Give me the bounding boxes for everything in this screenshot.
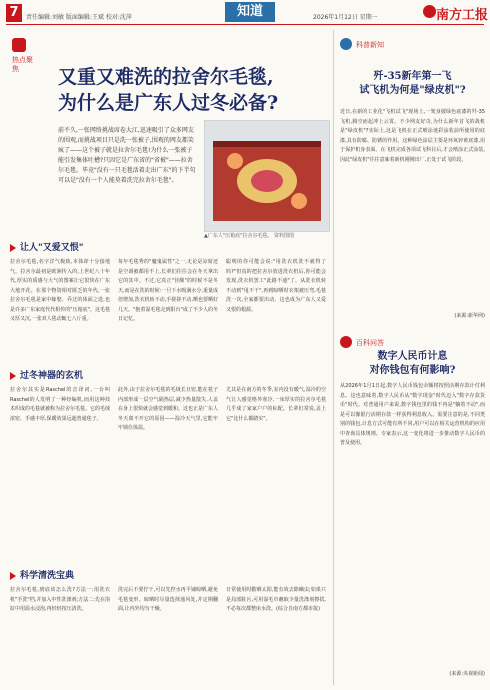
article-2-source: (来源:央视新闻) [449, 671, 485, 677]
science-icon [340, 38, 352, 50]
section-heading-3: 科学清洗宝典 [10, 568, 74, 581]
article-title [58, 64, 278, 116]
triangle-icon [10, 372, 16, 380]
article-lead: 前不久,一张网络挑战席卷大江,迅速吸引了众多网友的围观,而挑战项目只是洗一张被子,围观的网友都笑疯了——这个被子就是拉舍尔毛毯!为什么一张被子能引发集体吐槽?只因它是广东省的"省被"——拉舍尔毛毯。毕竟"没有一只毛毯活着走出广东"的下半句可以是"没有一个人能莫着洗完拉舍尔毛毯"。 [58, 127, 196, 184]
article-2-title: 数字人民币计息 对你钱包有何影响? [369, 351, 456, 376]
issue-date: 2026年1月12日 星期一 [313, 14, 378, 21]
qa-icon [340, 336, 352, 348]
section-3-col-2: 洗完后不要拧干,可以先控水再平铺晾晒,避免毛毯变形。晾晒时尽量选择通风处,并定期翻面,让内外均匀干燥。 [118, 587, 218, 612]
title-line-2: 为什么是广东人过冬必备? [58, 92, 279, 114]
flame-icon [12, 38, 26, 52]
blanket-photo [204, 120, 330, 232]
article-1-source: (来源:新华网) [454, 313, 485, 319]
section-tab: 知道 [225, 2, 275, 22]
sidebar-articles [340, 30, 485, 685]
kicker-label: 热点聚焦 [12, 56, 33, 73]
section-3-col-1: 拉舍尔毛毯,到底该怎么洗?方法一:用洗衣机"手洗"档,并加入中性洗涤剂;方法二:先在浴缸中用温水浸泡,再轻轻按压清洗。 [10, 587, 110, 612]
column-divider [333, 30, 334, 685]
page-number: 7 [6, 4, 22, 22]
section-2-col-2: 此外,由于拉舍尔毛毯的毛绒长且密,能在毯子内部形成一层空气隔热层,减少热量散失,人盖在身上很快就会感觉到暖和。这也正是广东人冬天离不开它的原因——湿冷天气里,它能牢牢锁住体温。 [118, 387, 219, 431]
section-heading-1: 让人"又爱又恨" [10, 240, 83, 253]
paper-name: 南方工报 [436, 8, 489, 23]
triangle-icon [10, 244, 16, 252]
header-rule [6, 24, 484, 25]
hot-topic-kicker [8, 38, 48, 74]
article-2-kicker: 百科问答 [356, 339, 384, 347]
section-1-col-2: 每年毛毯秀的"魔鬼属性"之一,无论是凉席还是空调被都用不上,长辈们往往会在冬天拿出它的其中。不过,它真正"佳酿"的时候不是冬天,而是在洗的时候:一旦下水吸满水分,重量成倍增加,洗衣机转不动,手搓搓不动,晒也要晒好几天。"抱着湿毛毯走到阳台"成了不少人的冬日记忆。 [118, 259, 218, 322]
editors-line: 责任编辑:刘敏 版面编辑:王斌 校对:沈萍 [26, 14, 132, 21]
article-1-body: 近日,在新的工业化"飞机试飞"现场上,一架身披绿色底漆的歼-35飞机,腾空而起冲上云霄。不少网友好奇,为什么新年首飞的战机是"绿皮机"?实际上,这是飞机在正式喷涂迷彩涂装前所使用的底漆,具有防腐、防锈的作用。这种绿色涂层主要是环氧锌黄底漆,用于保护机身表面。在飞机完成各项试飞科目后,才会喷涂正式涂装,因此"绿皮机"往往意味着新机刚刚出厂,正处于试飞阶段。 [340, 109, 485, 163]
section-2-col-1: 拉舍尔其实是Raschel的音译词,一台叫Raschel的人发明了一种经编机,而用这种技术织成的毛毯就被称为拉舍尔毛毯。它的毛绒浓密、手感丰厚,保暖效果远超普通毯子。 [10, 387, 111, 422]
article-2-body: 从2026年1月1日起,数字人民币钱包余额将按照活期存款计付利息。这也意味着,数字人民币从"数字现金"时代迈入"数字存款货币"时代。对普通用户来说,数字钱包里的钱不再是"躺着不动",而是可以像银行活期存款一样获得利息收入。需要注意的是,不同类别的钱包,计息方式可能有所不同,用户可以在相关运营机构的应用中查询具体规则。专家表示,这一变化将进一步推动数字人民币的普及使用。 [340, 383, 485, 446]
page-header [0, 0, 490, 30]
main-article [8, 30, 328, 685]
article-1-kicker: 科普新知 [356, 41, 384, 49]
photo-caption: ▲广东人"压箱底"拉舍尔毛毯。 资料图图 [204, 233, 295, 239]
section-1-col-3: 聪明的你可能会说:"用洗衣机洗不就得了吗?"但真的把拉舍尔放进洗衣机后,你可能会发现,洗衣机罢工"此路不通"了。从洗衣机转不动到"甩不干",再到晾晒时衣架被压弯,毛毯洗一次,全家都要出动。这也成为广东人又爱又恨的根源。 [226, 259, 326, 313]
section-3-col-3: 日常使用时勤晒太阳,能有效去除螨虫;如果只是局部脏污,可用湿毛巾蘸取少量洗涤剂擦拭,不必每次都整床水洗。(综合自南方都市报) [226, 587, 326, 612]
title-line-1: 又重又难洗的拉舍尔毛毯, [58, 66, 274, 88]
paper-logo-icon [423, 5, 436, 18]
article-1-title: 歼-35新年第一飞 试飞机为何是"绿皮机"? [359, 71, 466, 96]
section-2-col-3: 尤其是在南方的冬季,室内没有暖气,湿冷的空气让人感觉格外寒冷,一床厚实的拉舍尔毛毯几乎成了家家户户的标配。长辈们常说,盖上它"比什么都踏实"。 [226, 387, 326, 422]
section-1-col-1: 拉舍尔毛毯,名字洋气极致,本体却十分接地气。拉舍尔最初是欧洲传入的,上世纪八十年代,厚实的质感与大气的图案让它很快在广东大地开花。在那个物资相对匮乏的年代,一张拉舍尔毛毯是家中嫁娶、乔迁的体面之选,也是许多广东家庭代代相传的"压箱底"。这毛毯又厚又沉,一张双人毯动辄七八斤重。 [10, 259, 110, 322]
section-heading-2: 过冬神器的玄机 [10, 368, 83, 381]
triangle-icon [10, 572, 16, 580]
blanket-illustration [205, 121, 329, 231]
